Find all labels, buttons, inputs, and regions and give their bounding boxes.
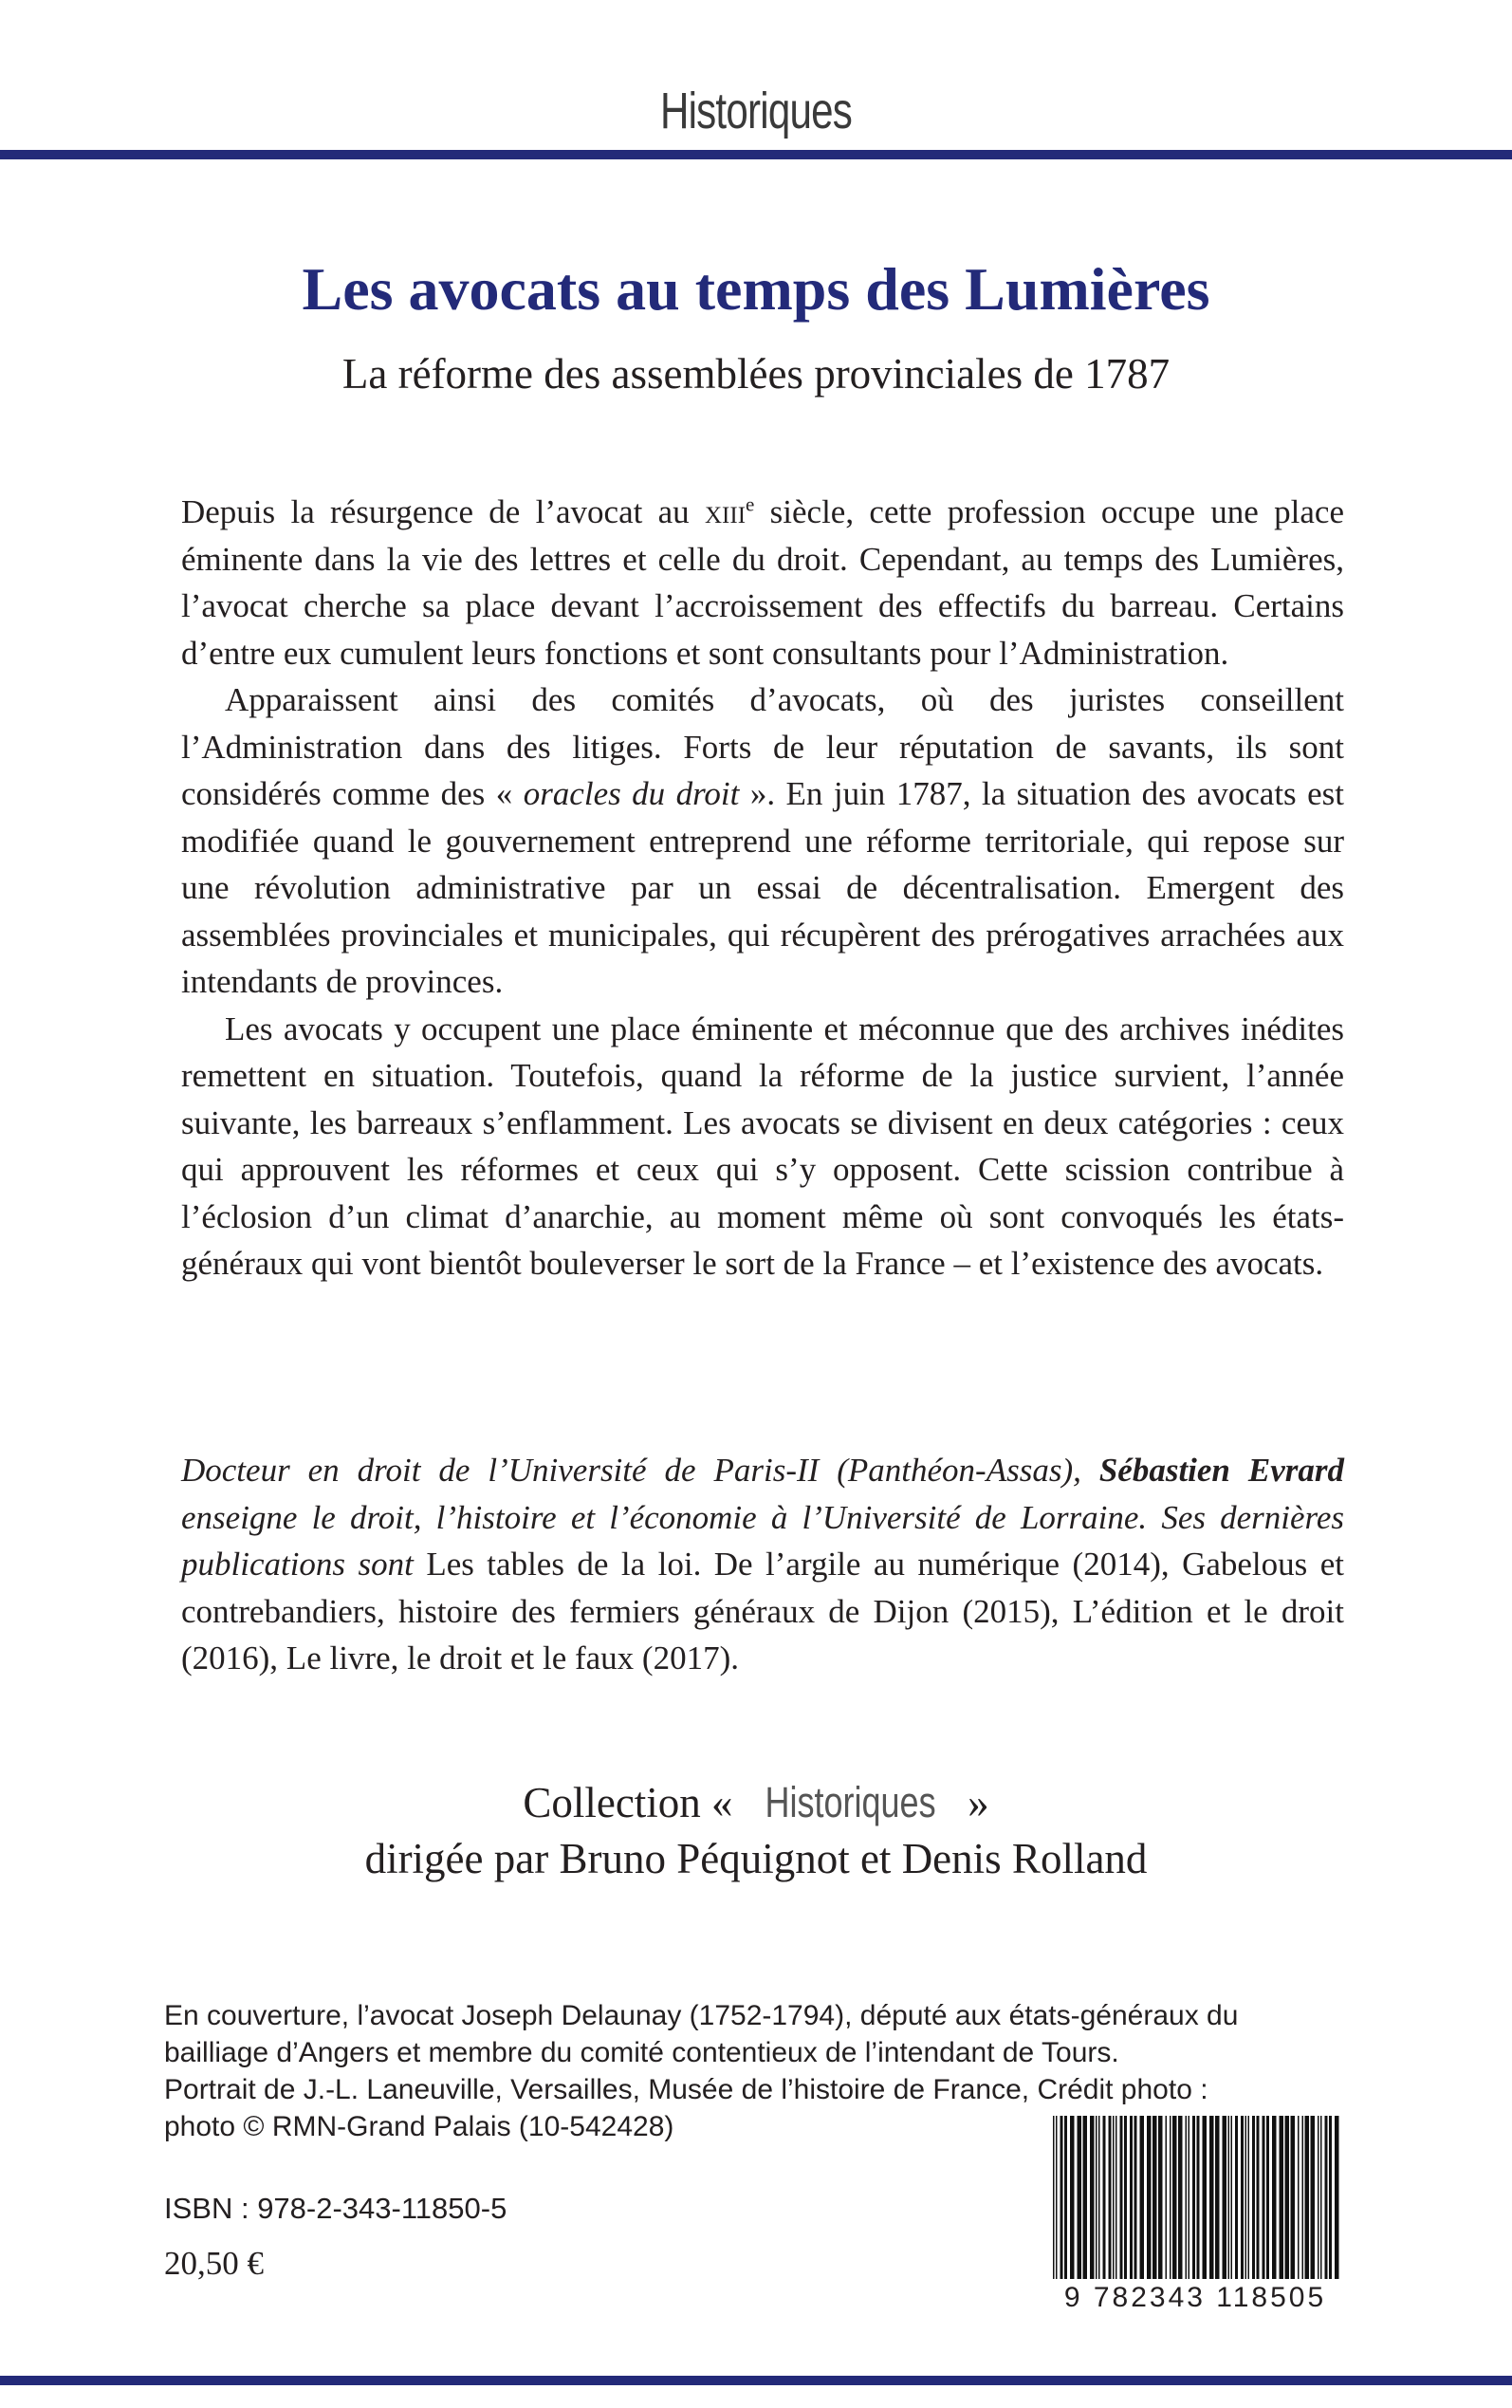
barcode-bars	[1043, 2116, 1347, 2279]
book-subtitle: La réforme des assemblées provinciales de 1787	[341, 350, 1171, 398]
bottom-rule	[0, 2376, 1512, 2385]
book-title: Les avocats au temps des Lumières	[302, 255, 1210, 323]
barcode	[1043, 2116, 1347, 2313]
blurb-paragraph-1: Depuis la résurgence de l’avocat au xiii$^e$ siècle, cette profession occupe une place éminente dans la vie des lettres et celle du droit. Cependant, au temps des Lumières, l’avocat cherche sa place devant l’accroissement des effectifs du barreau. Certains d’entre eux cumulent leurs fonctions et sont consultants pour l’Administration.	[181, 492, 1344, 672]
cover-credit: En couverture, l’avocat Joseph Delaunay (1752-1794), député aux états-généraux du bailliage d’Angers et membre du comité contentieux de l’intendant de Tours. Portrait de J.-L. Laneuville, Versailles, Musée de l’histoire de France, Crédit photo : photo © RMN-Grand Palais (10-542428)	[164, 2000, 1239, 2142]
price: 20,50 €	[164, 2245, 264, 2282]
isbn: ISBN : 978-2-343-11850-5	[164, 2192, 507, 2225]
top-rule	[0, 150, 1512, 159]
collection-line: Collection « Historiques »	[0, 1774, 1512, 1831]
collection-directors: dirigée par Bruno Péquignot et Denis Rolland	[364, 1835, 1148, 1882]
barcode-number: 9 782343 118505	[1063, 2282, 1327, 2313]
author-name: Sébastien Evrard	[1098, 1452, 1344, 1489]
collection-info	[0, 1774, 1512, 1887]
author-bio: Docteur en droit de l’Université de Paris-II (Panthéon-Assas), Sébastien Evrard enseigne le droit, l’histoire et l’économie à l’Université de Lorraine. Ses dernières publications sont Les tables de la loi. De l’argile au numérique (2014), Gabelous et contrebandiers, histoire des fermiers généraux de Dijon (2015), L’édition et le droit (2016), Le livre, le droit et le faux (2017).	[181, 1452, 1344, 1676]
blurb-paragraph-2: Apparaissent ainsi des comités d’avocats, où des juristes conseillent l’Administration dans des litiges. Forts de leur réputation de savants, ils sont considérés comme des « oracles du droit ». En juin 1787, la situation des avocats est modifiée quand le gouvernement entreprend une réforme territoriale, qui repose sur une révolution administrative par un essai de décentralisation. Emergent des assemblées provinciales et municipales, qui récupèrent des prérogatives arrachées aux intendants de provinces.	[181, 681, 1345, 1000]
blurb	[181, 489, 1344, 1287]
series-logo: Historiques	[659, 83, 853, 139]
collection-brand: Historiques	[765, 1778, 936, 1826]
blurb-paragraph-3: Les avocats y occupent une place éminente et méconnue que des archives inédites remettent en situation. Toutefois, quand la réforme de la justice survient, l’année suivante, les barreaux s’enflamment. Les avocats se divisent en deux catégories : ceux qui approuvent les réformes et ceux qui s’y opposent. Cette scission contribue à l’éclosion d’un climat d’anarchie, au moment même où sont convoqués les états-généraux qui vont bientôt bouleverser le sort de la France – et l’existence des avocats.	[181, 1010, 1344, 1282]
